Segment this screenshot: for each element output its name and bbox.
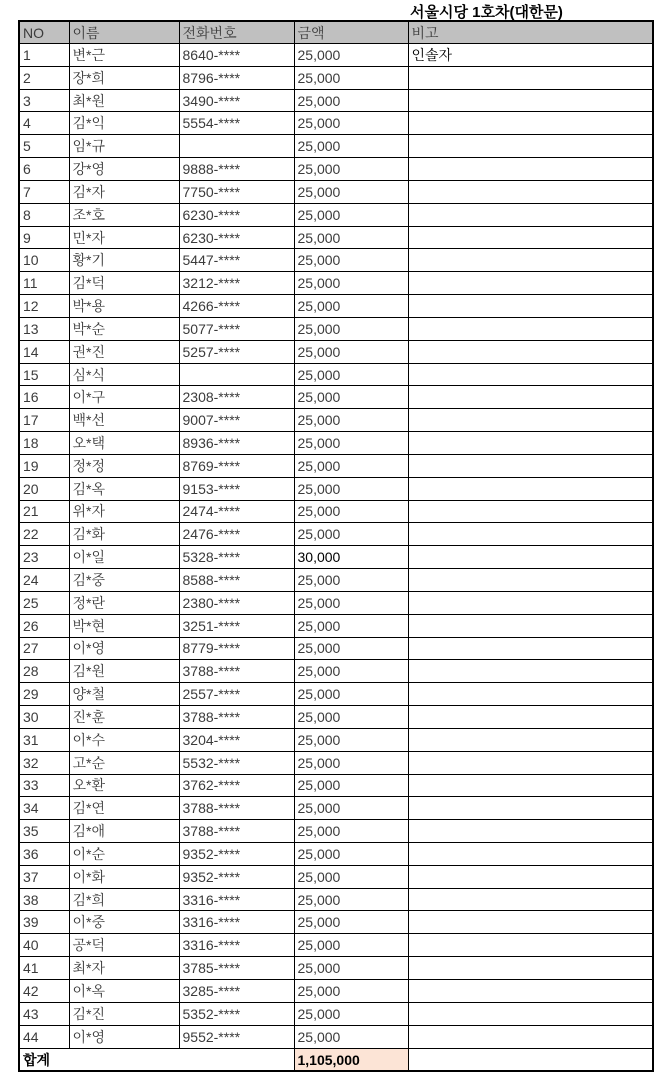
cell-note: [408, 203, 653, 226]
cell-note: [408, 728, 653, 751]
table-row: [19, 89, 653, 112]
cell-no: 7: [19, 180, 69, 203]
cell-phone: 5328-****: [179, 546, 294, 569]
cell-name: 임*규: [69, 135, 179, 158]
cell-name: 이*순: [69, 842, 179, 865]
cell-no: 22: [19, 523, 69, 546]
cell-name: 공*덕: [69, 934, 179, 957]
cell-phone: 3212-****: [179, 272, 294, 295]
cell-no: 38: [19, 888, 69, 911]
cell-amount: 25,000: [294, 500, 408, 523]
cell-name: 이*일: [69, 546, 179, 569]
table-row: [19, 44, 653, 67]
cell-amount: 25,000: [294, 523, 408, 546]
column-header-name: 이름: [69, 21, 179, 44]
cell-no: 21: [19, 500, 69, 523]
cell-note: [408, 683, 653, 706]
cell-name: 최*원: [69, 89, 179, 112]
cell-amount: 25,000: [294, 272, 408, 295]
cell-phone: 8769-****: [179, 454, 294, 477]
table-row: [19, 203, 653, 226]
total-label: 합계: [19, 1049, 294, 1072]
cell-name: 양*철: [69, 683, 179, 706]
cell-name: 황*기: [69, 249, 179, 272]
cell-no: 34: [19, 797, 69, 820]
cell-note: [408, 911, 653, 934]
cell-no: 40: [19, 934, 69, 957]
cell-name: 이*중: [69, 911, 179, 934]
cell-amount: 25,000: [294, 112, 408, 135]
cell-amount: 25,000: [294, 363, 408, 386]
cell-note: [408, 180, 653, 203]
cell-name: 변*근: [69, 44, 179, 67]
cell-amount: 25,000: [294, 454, 408, 477]
cell-amount: 25,000: [294, 1002, 408, 1025]
cell-name: 박*현: [69, 614, 179, 637]
table-row: [19, 660, 653, 683]
cell-no: 19: [19, 454, 69, 477]
cell-note: [408, 751, 653, 774]
cell-note: [408, 500, 653, 523]
cell-name: 이*영: [69, 1025, 179, 1048]
cell-phone: [179, 135, 294, 158]
cell-amount: 25,000: [294, 797, 408, 820]
cell-phone: 3788-****: [179, 706, 294, 729]
table-row: [19, 546, 653, 569]
cell-note: [408, 569, 653, 592]
cell-no: 42: [19, 979, 69, 1002]
cell-name: 김*익: [69, 112, 179, 135]
cell-phone: 3316-****: [179, 888, 294, 911]
cell-amount: 25,000: [294, 249, 408, 272]
table-row: [19, 477, 653, 500]
table-row: [19, 797, 653, 820]
cell-note: [408, 409, 653, 432]
cell-no: 44: [19, 1025, 69, 1048]
table-row: [19, 1002, 653, 1025]
cell-amount: 25,000: [294, 774, 408, 797]
cell-amount: 25,000: [294, 44, 408, 67]
table-row: [19, 409, 653, 432]
cell-note: [408, 934, 653, 957]
cell-note: [408, 158, 653, 181]
cell-amount: 25,000: [294, 317, 408, 340]
cell-amount: 25,000: [294, 591, 408, 614]
table-row: [19, 569, 653, 592]
cell-note: [408, 1025, 653, 1048]
table-row: [19, 386, 653, 409]
cell-phone: 9888-****: [179, 158, 294, 181]
cell-no: 8: [19, 203, 69, 226]
table-row: [19, 637, 653, 660]
table-row: [19, 979, 653, 1002]
cell-name: 박*순: [69, 317, 179, 340]
cell-amount: 25,000: [294, 911, 408, 934]
cell-phone: 8779-****: [179, 637, 294, 660]
cell-note: [408, 888, 653, 911]
cell-phone: 8936-****: [179, 432, 294, 455]
cell-name: 진*훈: [69, 706, 179, 729]
cell-no: 16: [19, 386, 69, 409]
column-header-no: NO: [19, 21, 69, 44]
cell-no: 36: [19, 842, 69, 865]
cell-amount: 25,000: [294, 386, 408, 409]
cell-amount: 25,000: [294, 89, 408, 112]
table-row: [19, 454, 653, 477]
cell-amount: 25,000: [294, 957, 408, 980]
cell-phone: 5257-****: [179, 340, 294, 363]
cell-amount: 25,000: [294, 409, 408, 432]
cell-note: [408, 660, 653, 683]
cell-phone: 2557-****: [179, 683, 294, 706]
cell-note: 인솔자: [408, 44, 653, 67]
cell-amount: 25,000: [294, 660, 408, 683]
cell-no: 3: [19, 89, 69, 112]
table-row: [19, 363, 653, 386]
table-row: [19, 66, 653, 89]
cell-note: [408, 820, 653, 843]
cell-no: 4: [19, 112, 69, 135]
cell-name: 강*영: [69, 158, 179, 181]
cell-phone: 3762-****: [179, 774, 294, 797]
table-row: [19, 249, 653, 272]
cell-no: 14: [19, 340, 69, 363]
cell-phone: 8796-****: [179, 66, 294, 89]
cell-name: 권*진: [69, 340, 179, 363]
cell-no: 11: [19, 272, 69, 295]
cell-phone: 3316-****: [179, 911, 294, 934]
cell-note: [408, 546, 653, 569]
cell-name: 민*자: [69, 226, 179, 249]
table-row: [19, 888, 653, 911]
table-row: [19, 180, 653, 203]
cell-phone: 3490-****: [179, 89, 294, 112]
column-header-note: 비고: [408, 21, 653, 44]
cell-no: 27: [19, 637, 69, 660]
cell-amount: 25,000: [294, 295, 408, 318]
cell-name: 이*수: [69, 728, 179, 751]
cell-name: 오*환: [69, 774, 179, 797]
cell-name: 김*애: [69, 820, 179, 843]
cell-amount: 25,000: [294, 66, 408, 89]
cell-amount: 25,000: [294, 979, 408, 1002]
cell-note: [408, 295, 653, 318]
cell-note: [408, 1002, 653, 1025]
table-row: [19, 432, 653, 455]
cell-amount: 25,000: [294, 683, 408, 706]
table-row: [19, 774, 653, 797]
cell-phone: 5077-****: [179, 317, 294, 340]
cell-phone: 5554-****: [179, 112, 294, 135]
cell-note: [408, 317, 653, 340]
cell-amount: 25,000: [294, 637, 408, 660]
table-row: [19, 135, 653, 158]
cell-no: 28: [19, 660, 69, 683]
cell-name: 김*희: [69, 888, 179, 911]
cell-phone: 6230-****: [179, 226, 294, 249]
cell-note: [408, 979, 653, 1002]
cell-no: 32: [19, 751, 69, 774]
cell-phone: 5532-****: [179, 751, 294, 774]
table-row: [19, 911, 653, 934]
cell-note: [408, 842, 653, 865]
cell-no: 39: [19, 911, 69, 934]
cell-note: [408, 432, 653, 455]
cell-phone: 3204-****: [179, 728, 294, 751]
column-header-amount: 금액: [294, 21, 408, 44]
cell-amount: 25,000: [294, 1025, 408, 1048]
cell-note: [408, 340, 653, 363]
cell-amount: 25,000: [294, 751, 408, 774]
cell-no: 24: [19, 569, 69, 592]
cell-amount: 25,000: [294, 614, 408, 637]
cell-no: 31: [19, 728, 69, 751]
cell-note: [408, 637, 653, 660]
cell-phone: 3316-****: [179, 934, 294, 957]
cell-note: [408, 386, 653, 409]
cell-note: [408, 249, 653, 272]
cell-amount: 25,000: [294, 842, 408, 865]
cell-name: 김*진: [69, 1002, 179, 1025]
cell-name: 장*희: [69, 66, 179, 89]
cell-name: 김*덕: [69, 272, 179, 295]
cell-no: 2: [19, 66, 69, 89]
cell-name: 김*연: [69, 797, 179, 820]
cell-note: [408, 272, 653, 295]
cell-note: [408, 477, 653, 500]
table-row: [19, 865, 653, 888]
cell-amount: 25,000: [294, 226, 408, 249]
table-row: [19, 317, 653, 340]
cell-no: 10: [19, 249, 69, 272]
cell-no: 9: [19, 226, 69, 249]
total-amount: 1,105,000: [294, 1049, 408, 1072]
cell-phone: 9352-****: [179, 842, 294, 865]
table-row: [19, 842, 653, 865]
cell-no: 1: [19, 44, 69, 67]
table-row: [19, 500, 653, 523]
table-row: [19, 158, 653, 181]
cell-phone: 8588-****: [179, 569, 294, 592]
cell-phone: 2476-****: [179, 523, 294, 546]
table-row: [19, 820, 653, 843]
cell-name: 정*정: [69, 454, 179, 477]
cell-amount: 25,000: [294, 888, 408, 911]
cell-no: 5: [19, 135, 69, 158]
cell-no: 37: [19, 865, 69, 888]
table-row: [19, 934, 653, 957]
cell-phone: 9007-****: [179, 409, 294, 432]
cell-phone: 5447-****: [179, 249, 294, 272]
cell-phone: 5352-****: [179, 1002, 294, 1025]
cell-amount: 25,000: [294, 706, 408, 729]
cell-note: [408, 454, 653, 477]
cell-phone: 3785-****: [179, 957, 294, 980]
cell-name: 김*자: [69, 180, 179, 203]
table-row: [19, 1025, 653, 1048]
cell-no: 43: [19, 1002, 69, 1025]
column-header-phone: 전화번호: [179, 21, 294, 44]
table-row: [19, 340, 653, 363]
cell-phone: 8640-****: [179, 44, 294, 67]
cell-no: 41: [19, 957, 69, 980]
cell-phone: 3788-****: [179, 660, 294, 683]
cell-no: 6: [19, 158, 69, 181]
cell-no: 20: [19, 477, 69, 500]
cell-name: 김*화: [69, 523, 179, 546]
cell-name: 이*영: [69, 637, 179, 660]
cell-no: 35: [19, 820, 69, 843]
cell-no: 15: [19, 363, 69, 386]
table-row: [19, 112, 653, 135]
cell-note: [408, 957, 653, 980]
header-row: [19, 21, 653, 44]
table-body: [19, 44, 653, 1049]
cell-amount: 25,000: [294, 340, 408, 363]
cell-amount: 25,000: [294, 477, 408, 500]
cell-phone: 3788-****: [179, 797, 294, 820]
cell-note: [408, 135, 653, 158]
cell-phone: 2474-****: [179, 500, 294, 523]
cell-phone: 2308-****: [179, 386, 294, 409]
cell-name: 조*호: [69, 203, 179, 226]
table-row: [19, 295, 653, 318]
cell-amount: 25,000: [294, 158, 408, 181]
cell-note: [408, 523, 653, 546]
table-row: [19, 272, 653, 295]
cell-phone: 6230-****: [179, 203, 294, 226]
cell-phone: 2380-****: [179, 591, 294, 614]
table-row: [19, 683, 653, 706]
cell-no: 26: [19, 614, 69, 637]
cell-no: 18: [19, 432, 69, 455]
cell-no: 23: [19, 546, 69, 569]
cell-name: 최*자: [69, 957, 179, 980]
cell-amount: 25,000: [294, 180, 408, 203]
cell-amount: 25,000: [294, 865, 408, 888]
cell-amount: 25,000: [294, 135, 408, 158]
cell-name: 이*구: [69, 386, 179, 409]
cell-note: [408, 865, 653, 888]
cell-no: 33: [19, 774, 69, 797]
roster-table: [18, 20, 654, 1072]
cell-amount: 25,000: [294, 203, 408, 226]
cell-no: 12: [19, 295, 69, 318]
cell-no: 13: [19, 317, 69, 340]
cell-name: 위*자: [69, 500, 179, 523]
cell-no: 17: [19, 409, 69, 432]
cell-note: [408, 706, 653, 729]
total-row: [19, 1049, 653, 1072]
cell-note: [408, 797, 653, 820]
cell-note: [408, 614, 653, 637]
cell-note: [408, 112, 653, 135]
cell-phone: 3788-****: [179, 820, 294, 843]
table-row: [19, 957, 653, 980]
cell-name: 오*택: [69, 432, 179, 455]
table-row: [19, 751, 653, 774]
cell-name: 고*순: [69, 751, 179, 774]
cell-amount: 25,000: [294, 432, 408, 455]
cell-name: 심*식: [69, 363, 179, 386]
cell-amount: 25,000: [294, 820, 408, 843]
cell-note: [408, 226, 653, 249]
cell-name: 김*옥: [69, 477, 179, 500]
cell-note: [408, 66, 653, 89]
cell-phone: [179, 363, 294, 386]
cell-phone: 9153-****: [179, 477, 294, 500]
cell-amount: 25,000: [294, 934, 408, 957]
table-row: [19, 523, 653, 546]
cell-phone: 9352-****: [179, 865, 294, 888]
table-row: [19, 226, 653, 249]
cell-name: 박*용: [69, 295, 179, 318]
cell-note: [408, 591, 653, 614]
table-row: [19, 614, 653, 637]
cell-name: 김*원: [69, 660, 179, 683]
cell-amount: 30,000: [294, 546, 408, 569]
cell-phone: 4266-****: [179, 295, 294, 318]
table-row: [19, 728, 653, 751]
cell-amount: 25,000: [294, 569, 408, 592]
cell-no: 29: [19, 683, 69, 706]
cell-name: 이*화: [69, 865, 179, 888]
cell-no: 25: [19, 591, 69, 614]
table-row: [19, 591, 653, 614]
cell-note: [408, 89, 653, 112]
cell-phone: 7750-****: [179, 180, 294, 203]
cell-phone: 3251-****: [179, 614, 294, 637]
cell-name: 정*란: [69, 591, 179, 614]
cell-phone: 3285-****: [179, 979, 294, 1002]
cell-name: 이*옥: [69, 979, 179, 1002]
cell-name: 김*중: [69, 569, 179, 592]
total-note: [408, 1049, 653, 1072]
page-title: 서울시당 1호차(대한문): [410, 4, 563, 21]
table-row: [19, 706, 653, 729]
cell-note: [408, 774, 653, 797]
cell-amount: 25,000: [294, 728, 408, 751]
cell-no: 30: [19, 706, 69, 729]
cell-note: [408, 363, 653, 386]
cell-phone: 9552-****: [179, 1025, 294, 1048]
cell-name: 백*선: [69, 409, 179, 432]
